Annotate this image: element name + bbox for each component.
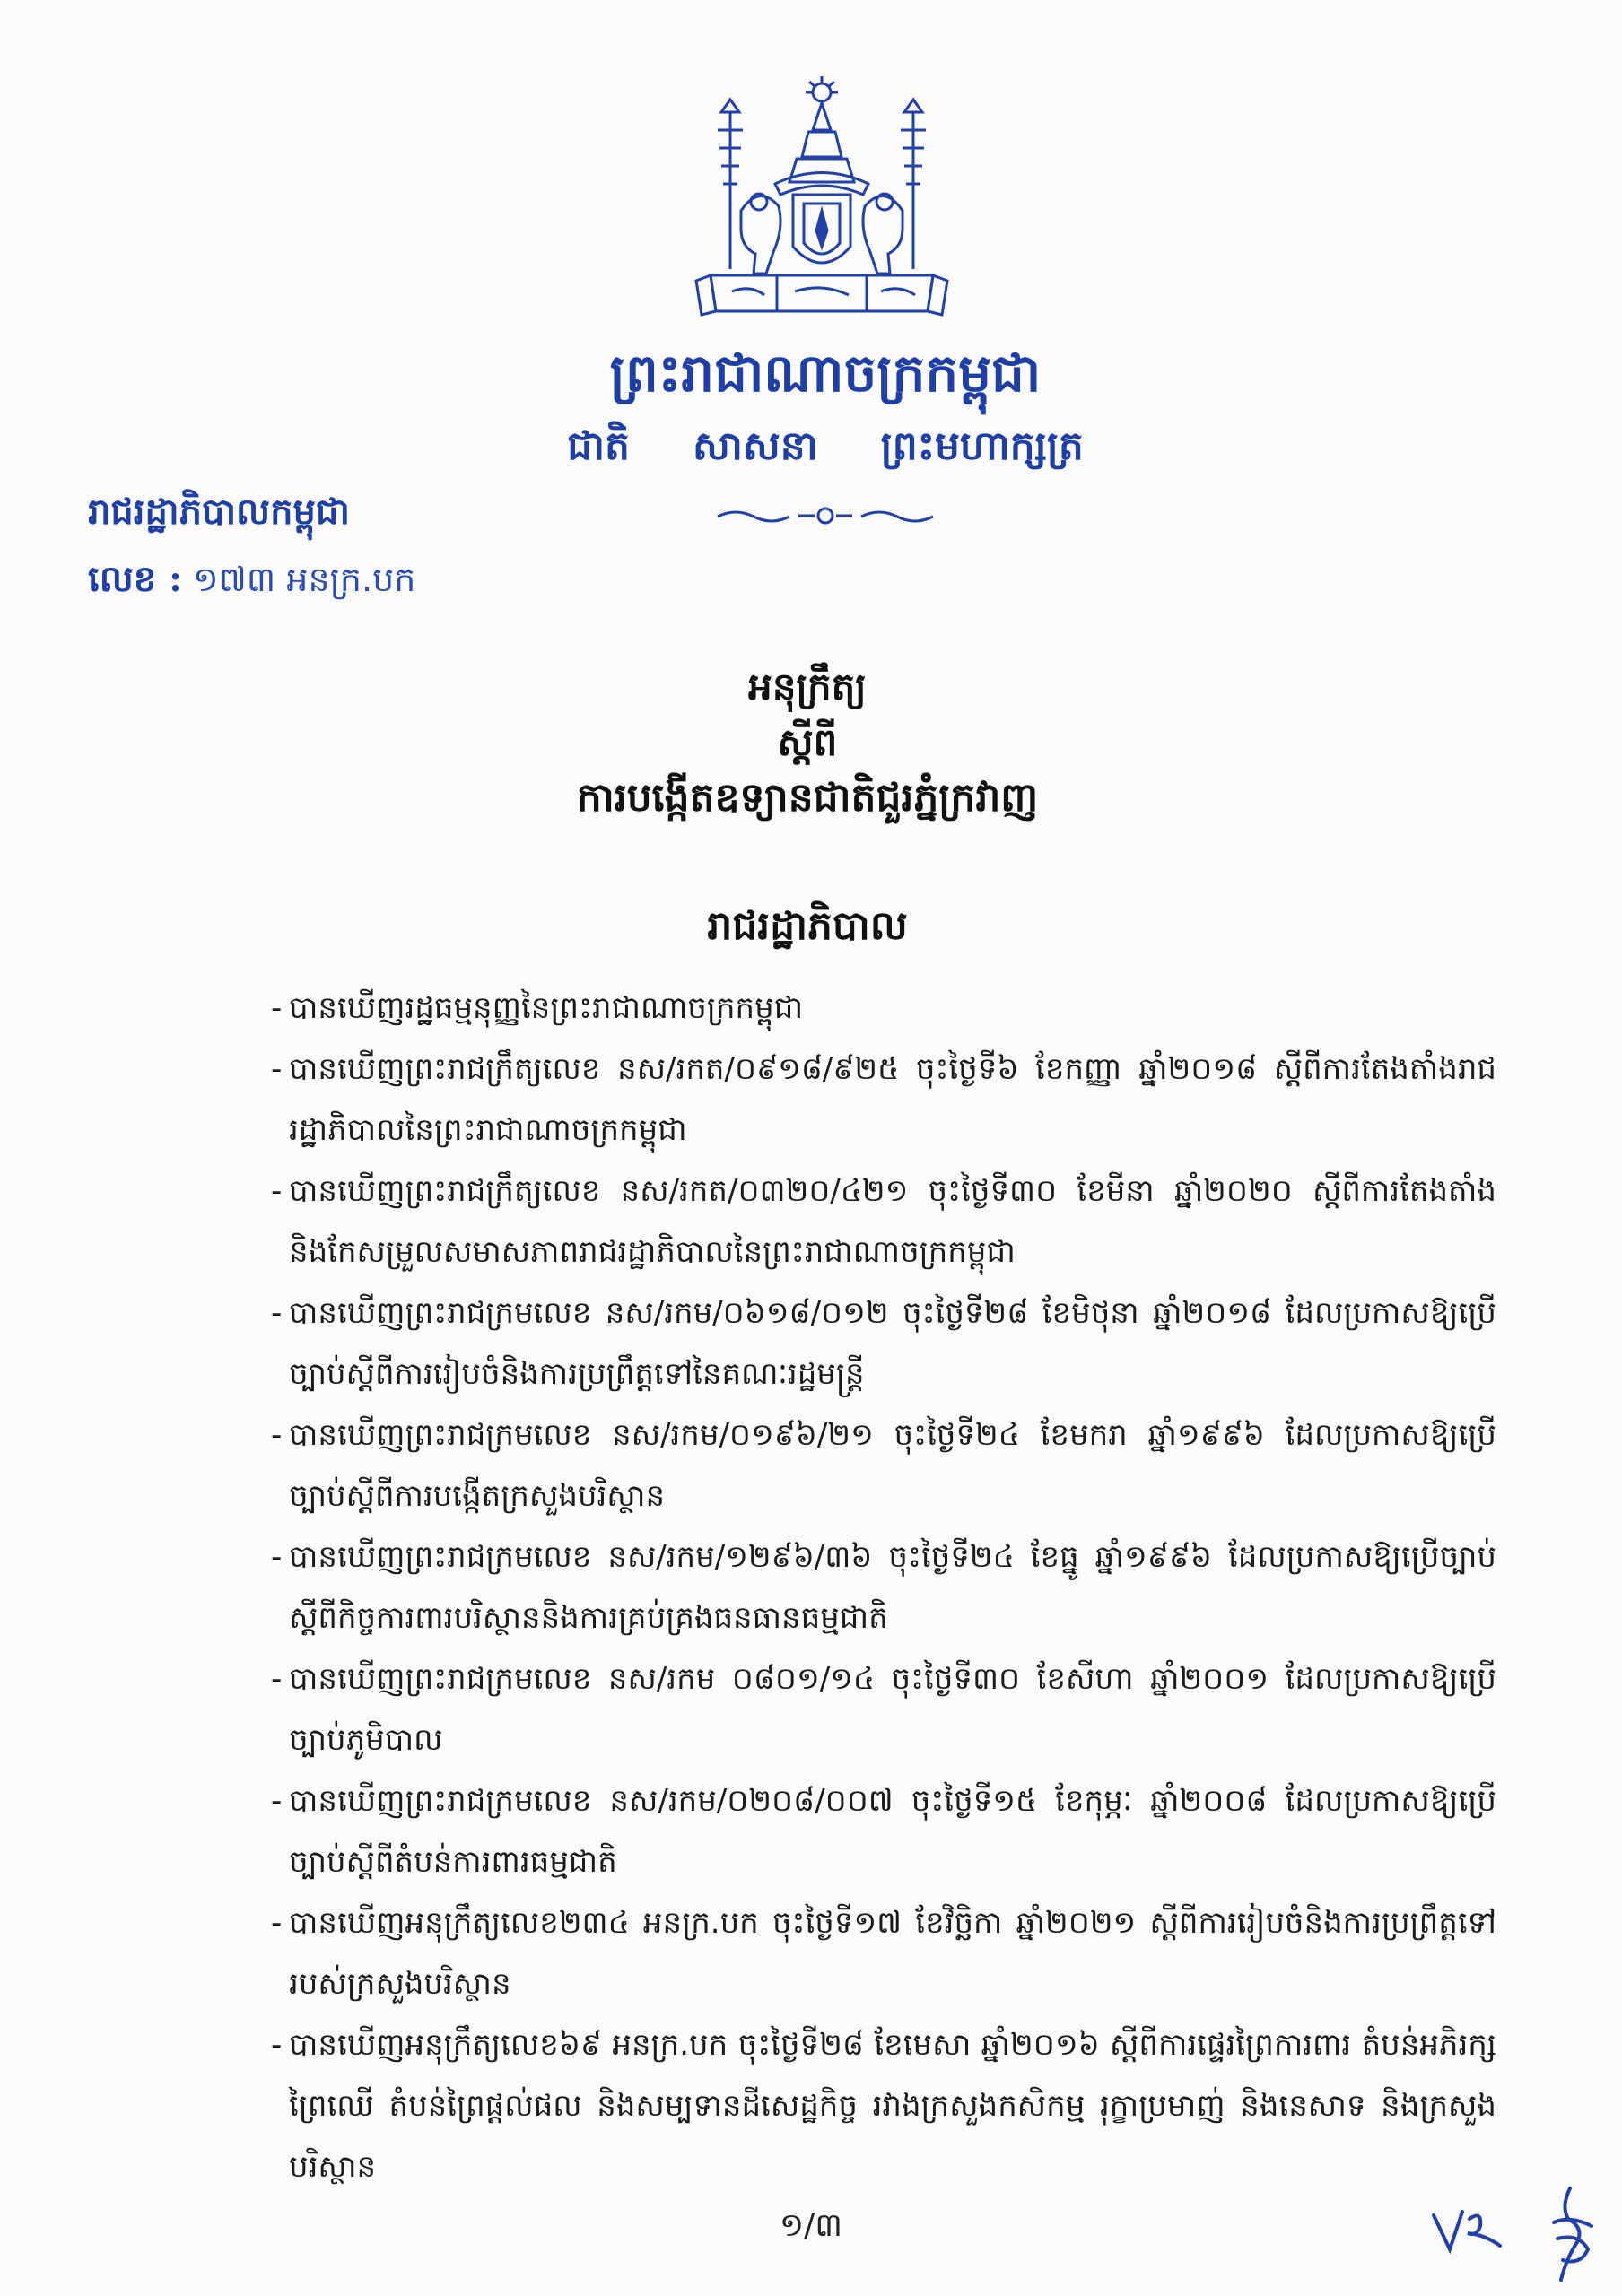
- legal-basis-list: [276, 978, 1496, 2197]
- kingdom-name: ព្រះរាជាណាចក្រកម្ពុជា: [609, 343, 1042, 404]
- list-item: - បានឃើញរដ្ឋធម្មនុញ្ញនៃព្រះរាជាណាចក្រកម្ពុជា: [276, 978, 1496, 1039]
- list-item: - បានឃើញព្រះរាជក្រឹត្យលេខ នស/រកត/០៣២០/៤២១ ចុះថ្ងៃទី៣០ ខែមីនា ឆ្នាំ២០២០ ស្តីពីការតែងតាំងនិងកែសម្រួលសមាសភាពរាជរដ្ឋាភិបាលនៃព្រះរាជាណាចក្រកម្ពុជា: [276, 1161, 1496, 1283]
- list-item: - បានឃើញអនុក្រឹត្យលេខ២៣៤ អនក្រ.បក ចុះថ្ងៃទី១៧ ខែវិច្ឆិកា ឆ្នាំ២០២១ ស្តីពីការរៀបចំនិងការប្រព្រឹត្តទៅរបស់ក្រសួងបរិស្ថាន: [276, 1892, 1496, 2014]
- page-number: ១/៣: [779, 2207, 843, 2244]
- document-title: [359, 659, 1256, 826]
- royal-coat-of-arms-icon: [678, 76, 965, 336]
- reference-line: [88, 556, 415, 609]
- title-type: អនុក្រឹត្យ: [748, 665, 867, 709]
- section-heading: រាជរដ្ឋាភិបាល: [707, 903, 908, 949]
- list-item: - បានឃើញព្រះរាជក្រឹត្យលេខ នស/រកត/០៩១៨/៩២៥ ចុះថ្ងៃទី៦ ខែកញ្ញា ឆ្នាំ២០១៨ ស្តីពីការតែងតាំងរាជរដ្ឋាភិបាលនៃព្រះរាជាណាចក្រកម្ពុជា: [276, 1039, 1496, 1161]
- title-concerning: ស្តីពី: [777, 720, 838, 764]
- reference-number: ១៧៣ អនក្រ.បក: [192, 560, 416, 599]
- list-item: - បានឃើញអនុក្រឹត្យលេខ៦៩ អនក្រ.បក ចុះថ្ងៃទី២៨ ខែមេសា ឆ្នាំ២០១៦ ស្តីពីការផ្ទេរព្រៃការពារ តំបន់អភិរក្សព្រៃឈើ តំបន់ព្រៃផ្តល់ផល និងសម្បទានដីសេដ្ឋកិច្ច រវាងក្រសួងកសិកម្ម រុក្ខាប្រមាញ់ និងនេសាទ និងក្រសួងបរិស្ថាន: [276, 2014, 1496, 2197]
- ornament-divider-icon: [709, 502, 942, 529]
- list-item: - បានឃើញព្រះរាជក្រមលេខ នស/រកម/១២៩៦/៣៦ ចុះថ្ងៃទី២៤ ខែធ្នូ ឆ្នាំ១៩៩៦ ដែលប្រកាសឱ្យប្រើច្បាប់ស្តីពីកិច្ចការពារបរិស្ថាននិងការគ្រប់គ្រងធនធានធម្មជាតិ: [276, 1526, 1496, 1648]
- list-item: - បានឃើញព្រះរាជក្រមលេខ នស/រកម/០៦១៨/០១២ ចុះថ្ងៃទី២៨ ខែមិថុនា ឆ្នាំ២០១៨ ដែលប្រកាសឱ្យប្រើច្បាប់ស្តីពីការរៀបចំនិងការប្រព្រឹត្តទៅនៃគណៈរដ្ឋមន្ត្រី: [276, 1283, 1496, 1405]
- motto-religion: សាសនា: [692, 423, 818, 469]
- motto-king: ព្រះមហាក្សត្រ: [880, 423, 1084, 469]
- list-item: - បានឃើញព្រះរាជក្រមលេខ នស/រកម/០២០៨/០០៧ ចុះថ្ងៃទី១៥ ខែកុម្ភៈ ឆ្នាំ២០០៨ ដែលប្រកាសឱ្យប្រើច្បាប់ស្តីពីតំបន់ការពារធម្មជាតិ: [276, 1770, 1496, 1892]
- reference-label: លេខ :: [88, 558, 182, 600]
- national-motto: [502, 422, 1148, 479]
- motto-nation: ជាតិ: [567, 423, 630, 469]
- list-item: - បានឃើញព្រះរាជក្រមលេខ នស/រកម ០៨០១/១៤ ចុះថ្ងៃទី៣០ ខែសីហា ឆ្នាំ២០០១ ដែលប្រកាសឱ្យប្រើច្បាប់ភូមិបាល: [276, 1648, 1496, 1770]
- list-item: - បានឃើញព្រះរាជក្រមលេខ នស/រកម/០១៩៦/២១ ចុះថ្ងៃទី២៤ ខែមករា ឆ្នាំ១៩៩៦ ដែលប្រកាសឱ្យប្រើច្បាប់ស្តីពីការបង្កើតក្រសួងបរិស្ថាន: [276, 1405, 1496, 1526]
- issuing-government: រាជរដ្ឋាភិបាលកម្ពុជា: [88, 491, 350, 533]
- handwritten-initials-icon: [1426, 2179, 1606, 2287]
- title-subject: ការបង្កើតឧទ្យានជាតិជួរភ្នំក្រវាញ: [576, 775, 1039, 821]
